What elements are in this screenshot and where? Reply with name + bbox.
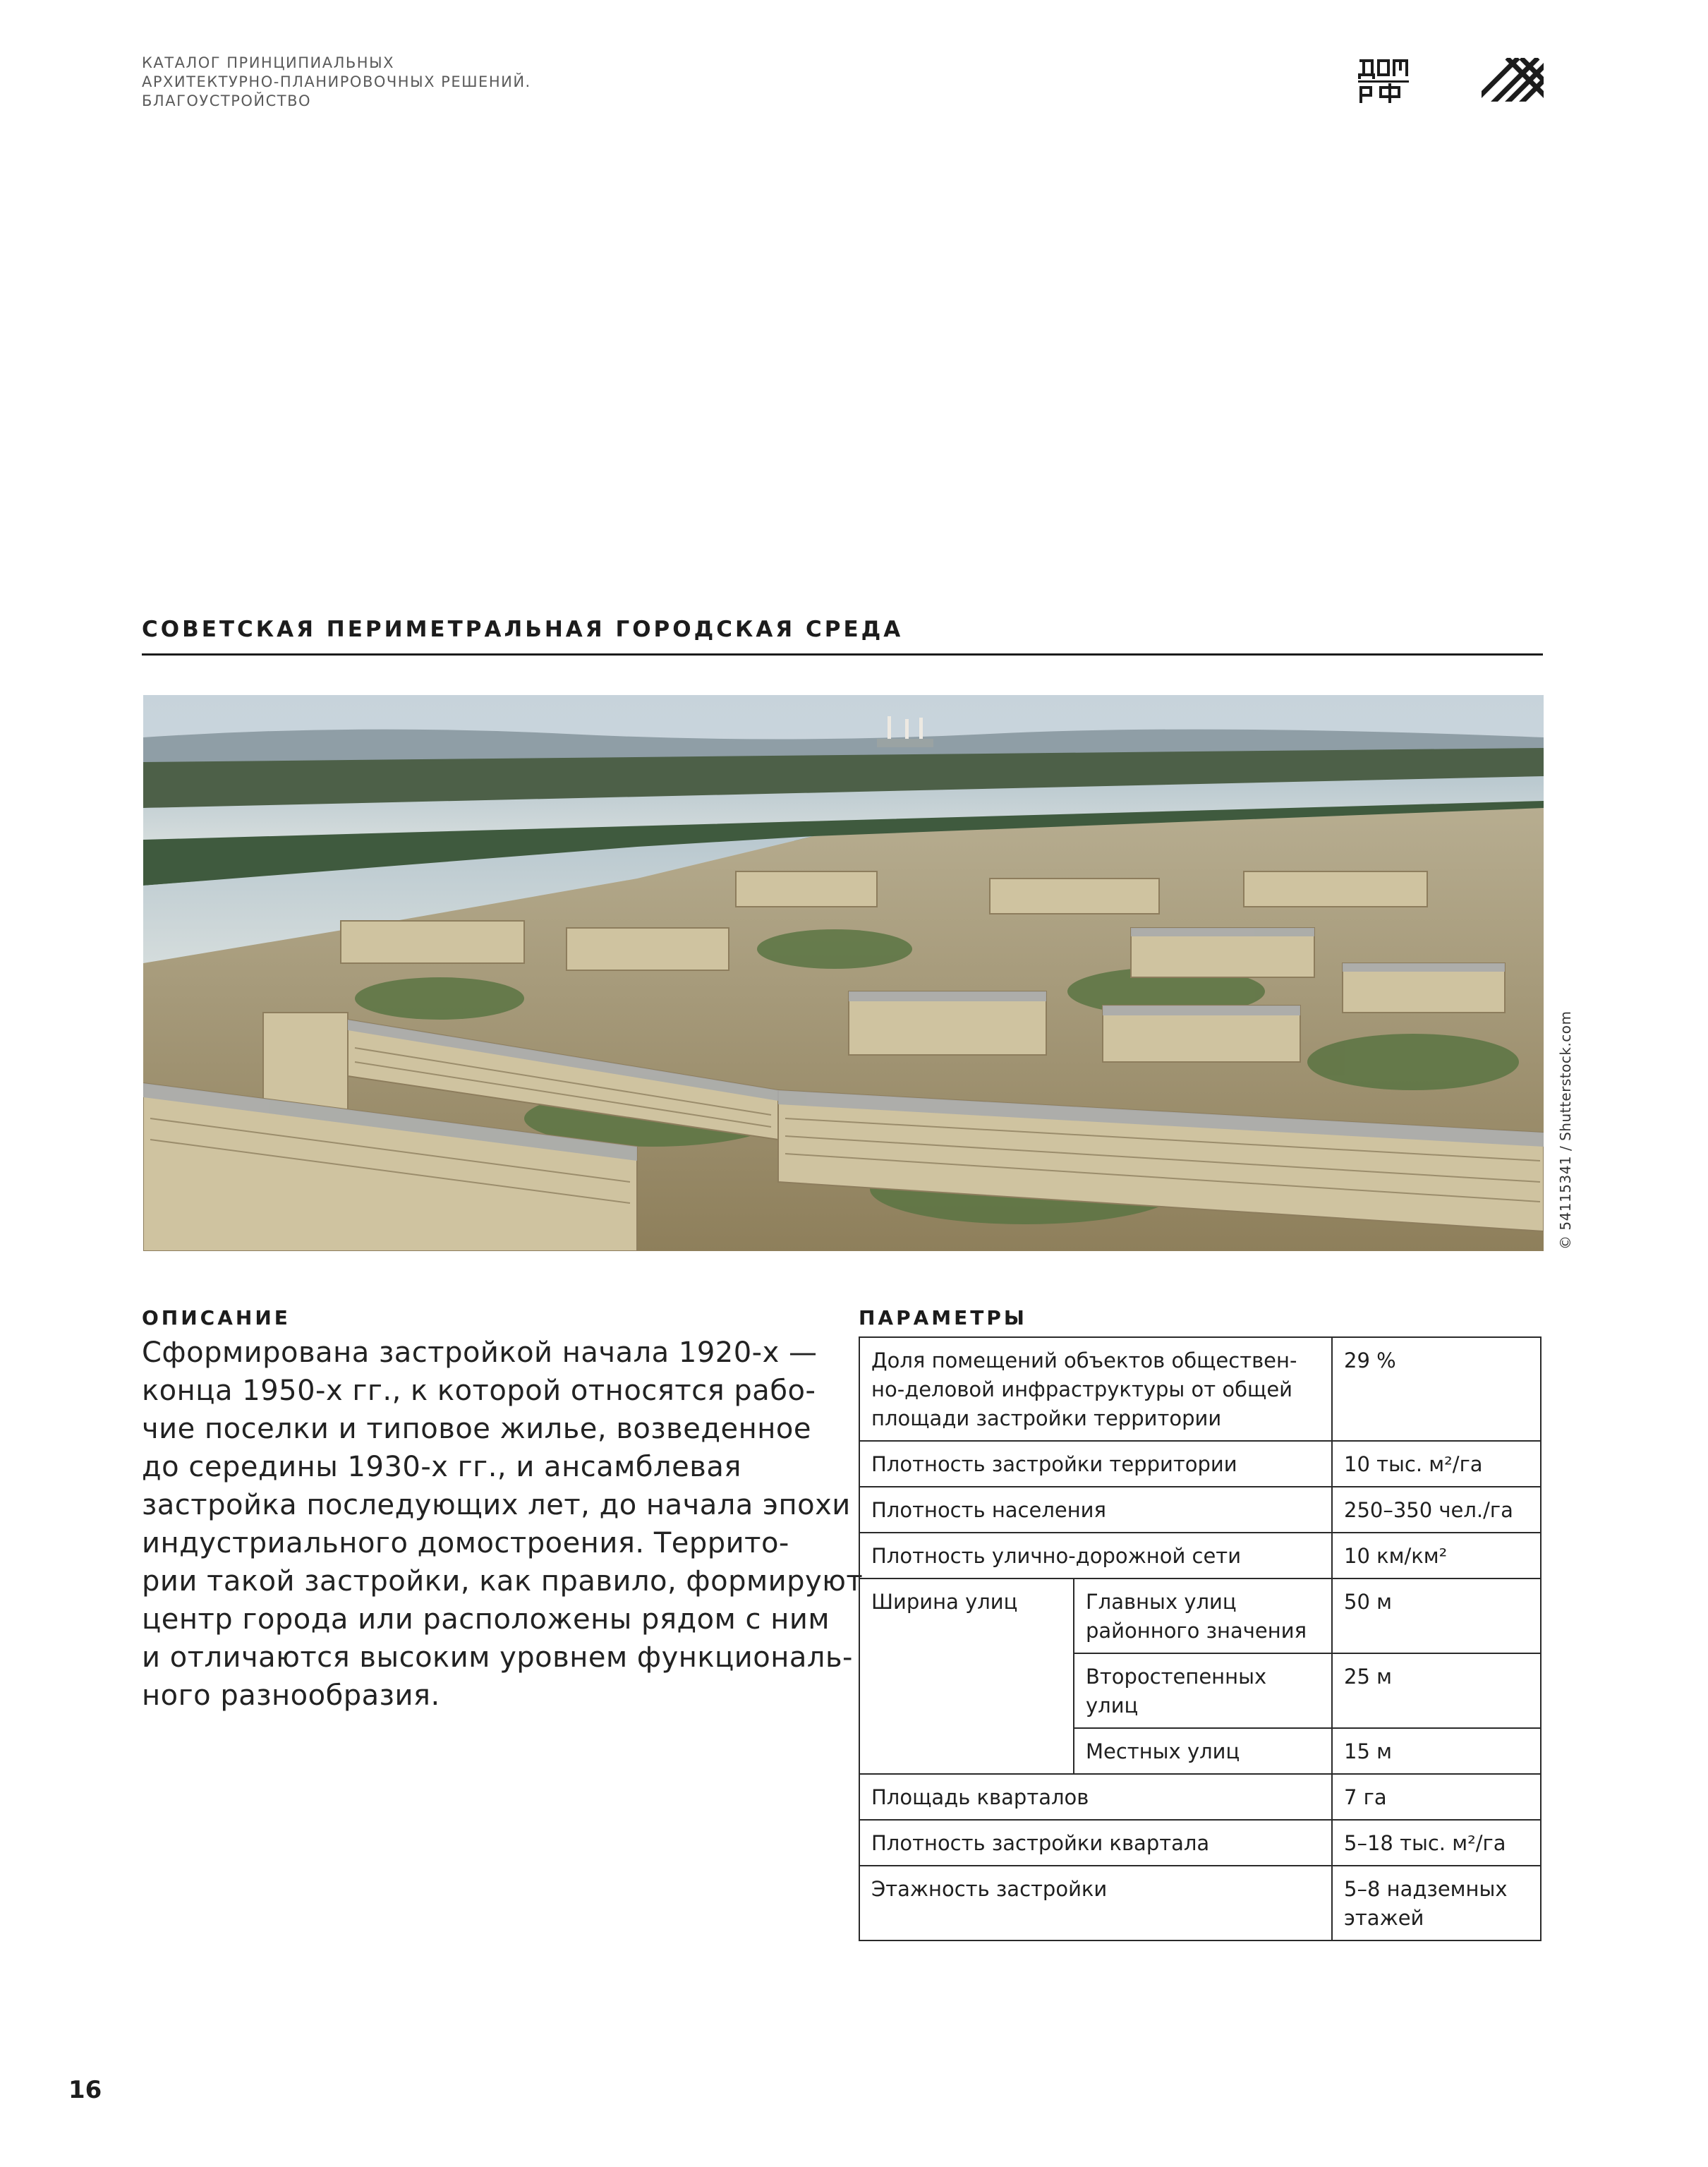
header-line: БЛАГОУСТРОЙСТВО (142, 92, 312, 109)
param-value: 10 км/км² (1332, 1533, 1541, 1579)
param-label: Плотность застройки квартала (859, 1820, 1332, 1866)
catalog-header (142, 54, 636, 111)
param-value: 7 га (1332, 1774, 1541, 1820)
diagonal-stripes-logo (1482, 58, 1544, 102)
table-row (859, 1774, 1541, 1820)
param-label: Ширина улиц (859, 1579, 1074, 1774)
section-divider (142, 653, 1543, 656)
table-row (859, 1487, 1541, 1533)
page-number: 16 (68, 2076, 102, 2104)
param-sublabel: Второстепенных улиц (1074, 1653, 1332, 1728)
param-value: 250–350 чел./га (1332, 1487, 1541, 1533)
param-value: 5–18 тыс. м²/га (1332, 1820, 1541, 1866)
param-label: Плотность населения (859, 1487, 1332, 1533)
description-line: застройка последующих лет, до начала эпохи (142, 1489, 851, 1521)
parameters-table (859, 1336, 1542, 1941)
param-sublabel: Местных улиц (1074, 1728, 1332, 1774)
table-row (859, 1441, 1541, 1487)
param-label-line: площади застройки территории (871, 1406, 1222, 1430)
header-line: АРХИТЕКТУРНО-ПЛАНИРОВОЧНЫХ РЕШЕНИЙ. (142, 73, 531, 90)
param-value: 10 тыс. м²/га (1332, 1441, 1541, 1487)
table-row (859, 1337, 1541, 1441)
table-row (859, 1579, 1541, 1653)
param-sublabel-line: районного значения (1086, 1619, 1307, 1643)
photo-credit: © 54115341 / Shutterstock.com (1557, 1010, 1574, 1250)
table-row (859, 1866, 1541, 1940)
description-line: до середины 1930-х гг., и ансамблевая (142, 1451, 741, 1483)
description-line: Сформирована застройкой начала 1920-х — (142, 1336, 818, 1369)
dom-rf-logo (1358, 56, 1409, 104)
param-value-line: этажей (1344, 1906, 1424, 1930)
description-line: чие поселки и типовое жилье, возведенное (142, 1413, 811, 1445)
table-row (859, 1820, 1541, 1866)
param-value-line: 5–8 надземных (1344, 1877, 1508, 1901)
description-line: и отличаются высоким уровнем функциональ- (142, 1641, 853, 1674)
param-label: Плотность застройки территории (859, 1441, 1332, 1487)
header-line: КАТАЛОГ ПРИНЦИПИАЛЬНЫХ (142, 54, 395, 71)
param-sublabel-line: Главных улиц (1086, 1590, 1237, 1614)
param-value: 50 м (1332, 1579, 1541, 1653)
param-value (1332, 1337, 1541, 1441)
description-text (142, 1334, 864, 1715)
param-value-line: 29 % (1344, 1348, 1396, 1372)
param-value: 25 м (1332, 1653, 1541, 1728)
description-line: индустриального домостроения. Террито- (142, 1527, 789, 1559)
param-value (1332, 1866, 1541, 1940)
param-label (859, 1337, 1332, 1441)
description-line: конца 1950-х гг., к которой относятся рабо- (142, 1375, 816, 1407)
param-sublabel (1074, 1579, 1332, 1653)
param-label-line: но-деловой инфраструктуры от общей (871, 1377, 1293, 1401)
param-label: Этажность застройки (859, 1866, 1332, 1940)
param-label-line: Доля помещений объектов обществен- (871, 1348, 1297, 1372)
aerial-city-photo (143, 695, 1544, 1251)
param-value: 15 м (1332, 1728, 1541, 1774)
description-title: ОПИСАНИЕ (142, 1306, 291, 1329)
param-label: Плотность улично-дорожной сети (859, 1533, 1332, 1579)
parameters-title: ПАРАМЕТРЫ (859, 1306, 1027, 1329)
section-title: СОВЕТСКАЯ ПЕРИМЕТРАЛЬНАЯ ГОРОДСКАЯ СРЕДА (142, 617, 904, 642)
description-line: ного разнообразия. (142, 1679, 440, 1712)
description-line: рии такой застройки, как правило, формируют (142, 1565, 864, 1598)
description-line: центр города или расположены рядом с ним (142, 1603, 830, 1636)
table-row (859, 1533, 1541, 1579)
param-label: Площадь кварталов (859, 1774, 1332, 1820)
